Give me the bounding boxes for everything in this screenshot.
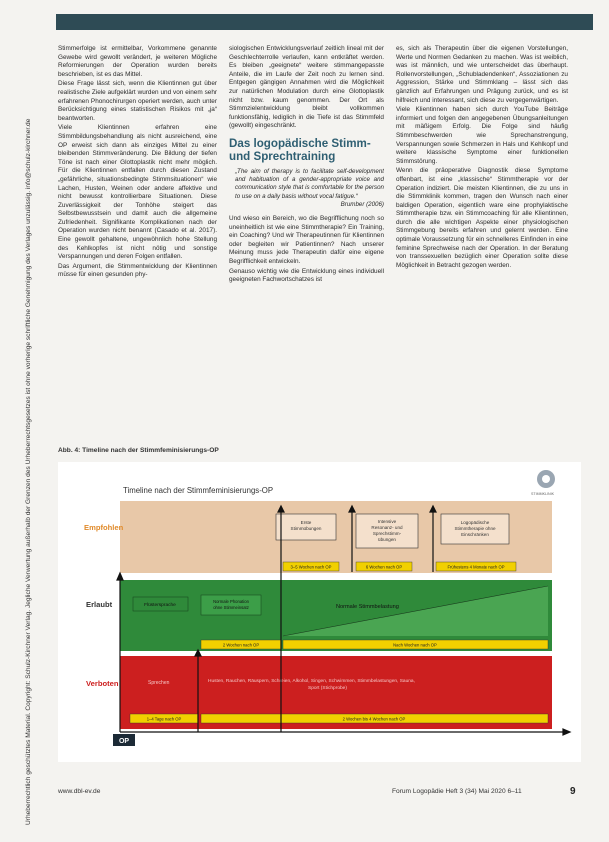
time-label: 2 Wochen nach OP	[222, 642, 260, 648]
page-number: 9	[570, 786, 576, 797]
figure-caption: Abb. 4: Timeline nach der Stimmfeminisierungs-OP	[58, 447, 219, 454]
footer-website: www.dbl-ev.de	[58, 788, 101, 795]
column-1	[58, 45, 217, 447]
quote-block	[235, 168, 384, 209]
paragraph: Viele Klientinnen erfahren eine Stimmbildungsbehandlung als nicht ausreichend, eine OP erweist sich dann als einziges Mittel zu einer bleibenden Stimmveränderung. Die Bildung der tiefen Töne ist nach einer Glottoplastik nicht mehr möglich. Für die Klientinnen entfallen durch diesen Zustand „gefährliche, situationsbedingte Stimmsituationen“ wie Lachen, Husten, Weinen oder andere affektive und nicht bewusst kontrollierbare Situationen. Diese Zuverlässigkeit der Tonhöhe steigert das Selbstbewusstsein und damit auch die allgemeine Zufriedenheit. Signifikante Komplikationen nach der Operation wurden nicht benannt (Casado et al. 2017). Eine gewollt gehaltene, ungewöhnlich hohe Stellung des Kehlkopfes ist nicht nötig und sonstige Verspannungen und deren Folgen entfallen.	[58, 124, 217, 261]
column-3	[396, 45, 568, 447]
clinic-logo	[531, 470, 555, 496]
time-label: 6 Wochen nach OP	[365, 564, 403, 570]
section-heading: Das logopädische Stimm- und Sprechtraining	[229, 136, 371, 163]
box-text: Intensive Resonanz- und Sprechstimm-übungen	[371, 519, 403, 542]
op-label: OP	[118, 738, 130, 745]
timeline-svg	[58, 462, 581, 762]
paragraph: Wenn die präoperative Diagnostik diese Symptome offenbart, ist eine „klassische“ Stimmtherapie vor der Operation indiziert. Die meisten Klientinnen, die zu uns in die Stimmklinik kommen, tragen den Wunsch nach einer baldigen Operation, eigentlich ware eine prophylaktische Stimmtherapie bzw. ein Stimmcoaching für alle Klientinnen, durch die alle wichtigen Aspekte einer physiologischen Stimmgebung bereits erfahren und gelernt werden. Eine optimale Voraussetzung für ein schnelleres Einfinden in eine feminine Sprechweise nach der Operation. In der Beratung von transsexuellen bezüglich einer Operation sollte diese Möglichkeit in Betracht gezogen werden.	[396, 167, 568, 269]
time-label: Nach Wochen nach OP	[393, 642, 437, 648]
paragraph: Das Argument, die Stimmentwicklung der Klientinnen müsse für einen gesunden phy-	[58, 262, 217, 279]
column-2	[229, 45, 384, 447]
footer-journal: Forum Logopädie Heft 3 (34) Mai 2020 6–11	[392, 788, 522, 795]
paragraph: es, sich als Therapeutin über die eigenen Vorstellungen, Werte und Normen Gedanken zu machen. Was ist weiblich, was ist männlich, und wie unterscheidet das überhaupt. Rollenvorstellungen, „Schubladendenken“, Assoziationen zu Aggression, Stärke und Stimmklang – lässt sich das gänzlich auf Erfahrungen und Prägung zurück, und es ist hilfreich und interessant, sich diese zu vergegenwärtigen.	[396, 45, 568, 104]
row-label-erlaubt: Erlaubt	[86, 600, 113, 609]
paragraph: Viele Klientinnen haben sich durch YouTube Beiträge informiert und folgen den angegebenen Übungsanleitungen mit mäßigem Erfolg. Die Folge sind häufig Stimmbeschwerden wie Sprechanstrengung, Verspannungen sowie Schmerzen in Hals und Kehlkopf und weitere klassische Symptome einer funktionellen Stimmstörung.	[396, 106, 568, 165]
quote-source: Brumber (2006)	[340, 200, 384, 208]
figure-title: Timeline nach der Stimmfeminisierungs-OP	[123, 486, 274, 495]
svg-text:STIMMKLINIK: STIMMKLINIK	[531, 492, 554, 496]
box-text: Erste Stimmübungen	[290, 520, 322, 531]
header-bar	[56, 14, 593, 30]
verboten-label: Husten, Rauchen, Räuspern, Schreien, Alkohol, Singen, Schwimmen, Stimmbelastungen, Sauna, Sport (Stichprobe)	[208, 679, 415, 691]
quote-text: „The aim of therapy is to facilitate self-development and habituation of a gender-appropriate voice and communication style that is comfortable for the person to use on a daily basis without vocal fatigue.“	[235, 167, 384, 200]
row-label-empfohlen: Empfohlen	[84, 523, 124, 532]
paragraph: Und wieso ein Bereich, wo die Begrifflichung noch so uneinheitlich ist wie eine Stimmtherapie? Ein Training, ein Coaching? Und wir Therapeutinnen für Klientinnen oder begleiten wir Patientinnen? Nach unserer Meinung muss jede Therapeutin dafür eine eigene Begrifflichkeit entwickeln.	[229, 214, 384, 265]
verboten-label: Sprechen	[148, 680, 170, 686]
time-label: Frühestens 4 Monate nach OP	[447, 564, 505, 570]
paragraph: Diese Frage lässt sich, wenn die Klientinnen gut über realistische Ziele aufgeklärt wurden und von einem sehr erfahrenen Phonochirurgen operiert werden, auch unter Berücksichtigung eines statistischen Risikos mit „ja“ beantworten.	[58, 80, 217, 122]
box-text: Logopädische Stimmtherapie ohne Einschränken	[454, 520, 496, 537]
erlaubt-label: Normale Phonation ohne Stimmeinsatz	[213, 599, 249, 610]
copyright-side-text: Urheberrechtlich geschütztes Material. Copyright: Schulz-Kirchner Verlag. Jegliche Verwertung außerhalb der Grenzen des Urheberrechtsgesetzes ist ohne vorherige schriftliche Genehmigung des Verlages unzulässig. info@schulz-kirchner.de	[25, 118, 32, 825]
time-label: 3–5 Wochen nach OP	[290, 564, 332, 570]
erlaubt-label: Flüstersprache	[144, 603, 176, 608]
time-label: 2 Wochen bis 4 Wochen nach OP	[342, 716, 406, 722]
paragraph: Genauso wichtig wie die Entwicklung eines individuell geeigneten Fachwortschatzes ist	[229, 267, 384, 284]
paragraph: Stimmerfolge ist ermittelbar, Vorkommene genannte Gewebe wird gewollt verändert, je weiteren Mögliche Reformierungen der Operation wurden bereits beschrieben, ist es das Mittel.	[58, 45, 217, 78]
timeline-figure	[58, 462, 581, 762]
row-label-verboten: Verboten	[86, 679, 119, 688]
paragraph: siologischen Entwicklungsverlauf zeitlich lineal mit der Geschlechterrolle verlaufen, kann entkräftet werden. Es bleiben „geeignete“ weitere stimmangepasste Anteile, die im Laufe der Zeit noch zu lernen sind. Entgegen gängigen Annahmen wird die Möglichkeit zur natürlichen Modulation durch eine Glottoplastik nicht bzw. kaum genommen. Der Ort als Stimmzielentwicklung bleibt vollkommen funktionsfähig, lediglich in die Tiefe ist das Stimmfeld (gewollt) eingeschränkt.	[229, 45, 384, 130]
erlaubt-label: Normale Stimmbelastung	[336, 604, 399, 610]
time-label: 1–4 Tage nach OP	[146, 716, 182, 722]
